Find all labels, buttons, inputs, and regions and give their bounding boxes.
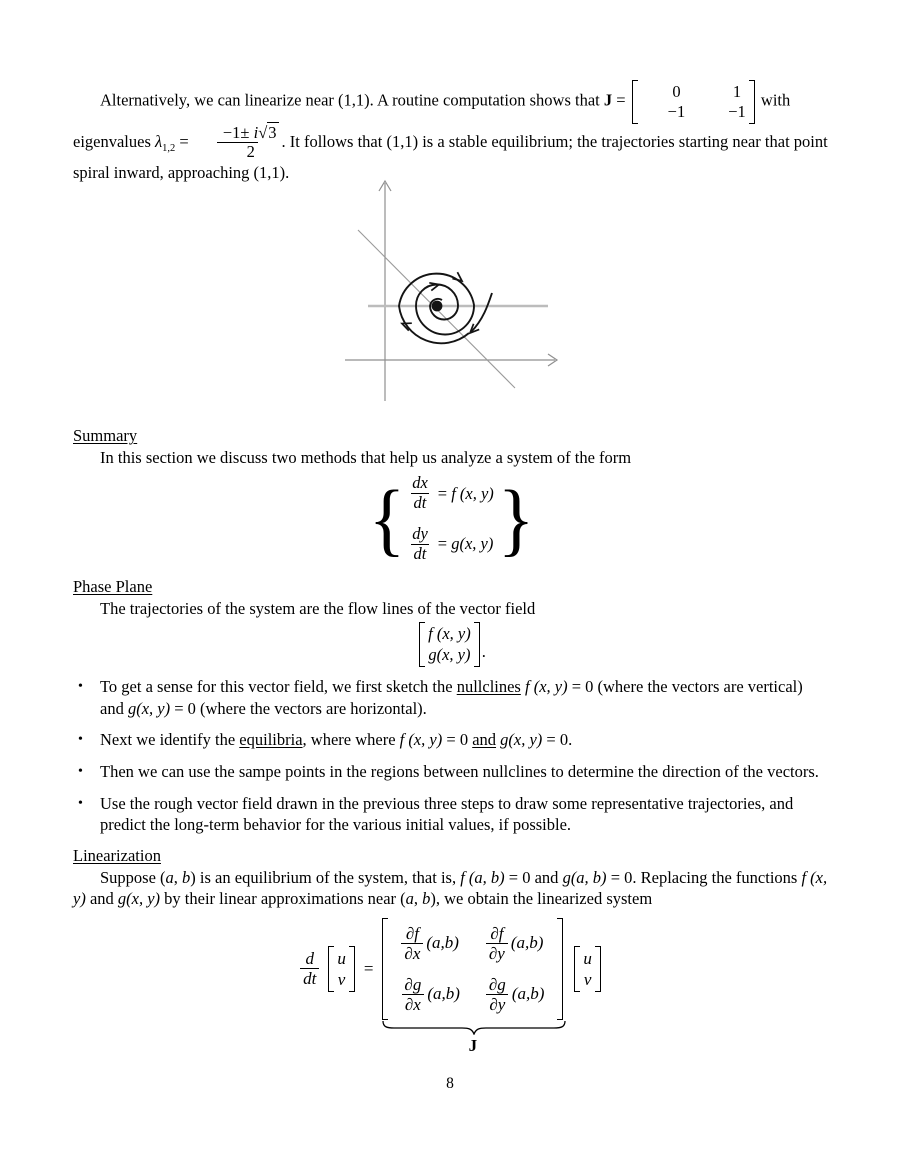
fraction-numerator: d [305, 949, 314, 969]
summary-intro: In this section we discuss two methods that help us analyze a system of the form [100, 447, 632, 467]
vector-field-matrix [419, 622, 480, 667]
derivative-fraction [409, 474, 431, 512]
text-run: ) is an equilibrium of the system, that is, [190, 867, 461, 887]
matrix-entry: −1 [667, 101, 686, 121]
text-run: f (x, y) [524, 677, 568, 697]
vector-entries [428, 624, 471, 665]
text-run: Use the rough vector field drawn in the previous three steps to draw some representative trajectories, and predict the long-term behavior for the various initial values, if possible. [100, 793, 794, 834]
spiral-arrow-icon [429, 283, 439, 291]
matrix-entry: −1 [728, 101, 746, 121]
text-run: = 0 (where the vectors are vertical) and [100, 677, 803, 718]
partial-fraction [486, 975, 509, 1014]
bullet-icon: • [78, 679, 83, 695]
text-run: = [612, 90, 630, 110]
list-item-text [100, 676, 830, 719]
text-run: equilibria [239, 730, 303, 750]
text-run: Then we can use the sampe points in the regions between nullclines to determine the direction of the vectors. [100, 761, 819, 781]
text-run: by their linear approximations near ( [160, 889, 406, 909]
equation-dydt [409, 525, 494, 563]
text-run: = 0. [542, 730, 573, 750]
list-item [73, 761, 830, 783]
text-run: b [182, 867, 191, 887]
fraction-denominator: 2 [217, 142, 258, 161]
text-run: f (x, y) [399, 730, 443, 750]
jacobian-matrix [382, 918, 563, 1020]
bullet-icon: • [78, 732, 83, 748]
system-display [73, 470, 830, 567]
text-run: g(x, y) [500, 730, 543, 750]
fraction-numerator [193, 124, 282, 142]
jacobian-group [380, 918, 565, 1055]
jacobian-cell [486, 975, 544, 1014]
text-run: b [422, 889, 431, 909]
text-run: and [472, 730, 497, 750]
evaluation-point: (a,b) [427, 984, 460, 1004]
derivative-fraction [409, 525, 431, 563]
vector-entries [583, 948, 592, 991]
phase-plane-heading: Phase Plane [73, 577, 153, 597]
equation-rhs [438, 533, 494, 554]
text-run: = 0 and [504, 867, 563, 887]
bullet-icon: • [78, 763, 83, 779]
fraction-numerator: ∂f [490, 923, 504, 943]
equilibrium-dot [432, 301, 443, 312]
spiral-arrow-icon [452, 272, 462, 281]
uv-vector [328, 946, 355, 993]
list-item-text [100, 793, 830, 836]
list-item-text [100, 729, 830, 751]
list-item [73, 676, 830, 719]
underbrace-icon [382, 1021, 566, 1035]
vector-field-display [73, 622, 830, 667]
bullet-icon: • [78, 795, 83, 811]
phase-portrait-svg [340, 175, 670, 405]
text-run: = 0 [442, 730, 473, 750]
text-run: g(a, b) [562, 867, 607, 887]
fraction-denominator: ∂y [486, 994, 508, 1014]
text-run: g(x, y) [117, 889, 161, 909]
fraction-numerator: ∂g [404, 974, 422, 994]
jacobian-label: J [468, 1035, 478, 1055]
fraction-denominator: ∂x [401, 943, 423, 963]
equals-sign: = [363, 958, 374, 978]
left-brace: { [368, 473, 406, 564]
paragraph-linearize [73, 80, 830, 183]
fraction-denominator: ∂x [402, 994, 424, 1014]
text-run: f (x, y) [73, 867, 828, 909]
evaluation-point: (a,b) [511, 984, 545, 1004]
evaluation-point: (a,b) [510, 933, 544, 953]
summary-heading: Summary [73, 426, 138, 446]
lambda-symbol: λ [155, 131, 163, 151]
text-run: and [85, 889, 118, 909]
text-run: Next we identify the [100, 730, 240, 750]
fraction-denominator: dt [411, 544, 430, 563]
vector-entry: g(x, y) [428, 644, 471, 664]
text-run: ), we obtain the linearized system [430, 889, 653, 909]
jacobian-cell [401, 975, 459, 1014]
text-run: = [175, 131, 193, 151]
text-run: nullclines [456, 677, 521, 697]
fraction-denominator: dt [411, 493, 430, 512]
system-equations [409, 470, 494, 567]
text-run: Alternatively, we can linearize near (1,1). A routine computation shows that [100, 90, 604, 110]
jacobian-cell [401, 924, 459, 963]
text-run: a [405, 889, 414, 909]
right-brace: } [497, 473, 535, 564]
uv-vector [574, 946, 601, 993]
list-item [73, 793, 830, 836]
text-run: , where where [302, 730, 400, 750]
list-item-text [100, 761, 830, 783]
eigenvalue-fraction [193, 124, 282, 162]
text-run: f (x, y) [451, 483, 494, 503]
text-run: = 0. Replacing the functions [606, 867, 802, 887]
ddt-fraction [300, 949, 319, 988]
method-steps-list [73, 676, 830, 835]
text-run: Suppose ( [100, 867, 166, 887]
vector-entry: u [337, 948, 346, 968]
text-run: g(x, y) [451, 534, 494, 554]
imaginary-unit: i [253, 122, 259, 142]
text-run: , [413, 889, 423, 909]
radicand: 3 [268, 122, 277, 142]
text-run: . It follows that (1,1) is a stable equilibrium; the trajectories starting near that point spiral inward, approaching (1,1). [73, 131, 828, 182]
phase-portrait-figure [340, 175, 830, 410]
phase-plane-intro: The trajectories of the system are the flow lines of the vector field [100, 598, 536, 618]
text-run: , [173, 867, 183, 887]
text-run: f (a, b) [460, 867, 505, 887]
matrix-entries [641, 82, 746, 122]
fraction-numerator: dy [412, 524, 428, 544]
text-run: = 0 (where the vectors are horizontal). [170, 698, 427, 718]
matrix-entry: 0 [672, 82, 681, 101]
partial-fraction [401, 924, 423, 963]
linearized-system-equation [73, 918, 830, 1055]
text-run: −1± [222, 122, 254, 142]
vector-entry: u [583, 948, 592, 968]
fraction-numerator: ∂g [488, 974, 506, 994]
text-run: To get a sense for this vector field, we first sketch the [100, 677, 457, 697]
matrix-entry: 1 [732, 82, 742, 101]
list-item [73, 729, 830, 751]
jacobian-symbol: J [603, 90, 613, 110]
text-run: a [165, 867, 174, 887]
vector-entry: f (x, y) [428, 624, 471, 644]
lambda-subscript: 1,2 [162, 142, 176, 154]
jacobian-cell [486, 924, 544, 963]
text-run: with eigenvalues [73, 90, 791, 151]
radical-sign: √ [258, 122, 268, 142]
jacobian-matrix-inline [632, 80, 755, 124]
fraction-numerator: ∂f [405, 923, 419, 943]
text-run: = [437, 534, 452, 554]
fraction-denominator: ∂y [486, 943, 508, 963]
equation-dxdt [409, 474, 494, 512]
vector-entry: v [337, 969, 346, 989]
text-run: = [437, 483, 452, 503]
vector-entry: v [583, 969, 592, 989]
partial-fraction [401, 975, 424, 1014]
text-run: g(x, y) [127, 698, 171, 718]
period: . [481, 641, 486, 661]
evaluation-point: (a,b) [426, 933, 459, 953]
jacobian-entries [391, 920, 554, 1018]
radical [258, 122, 278, 142]
page-number: 8 [446, 1075, 454, 1092]
fraction-numerator: dx [412, 473, 428, 493]
vector-entries [337, 948, 346, 991]
linearization-heading: Linearization [73, 846, 161, 866]
linearization-body [73, 867, 830, 910]
partial-fraction [486, 924, 508, 963]
equation-rhs [438, 483, 494, 504]
fraction-denominator: dt [300, 968, 319, 988]
